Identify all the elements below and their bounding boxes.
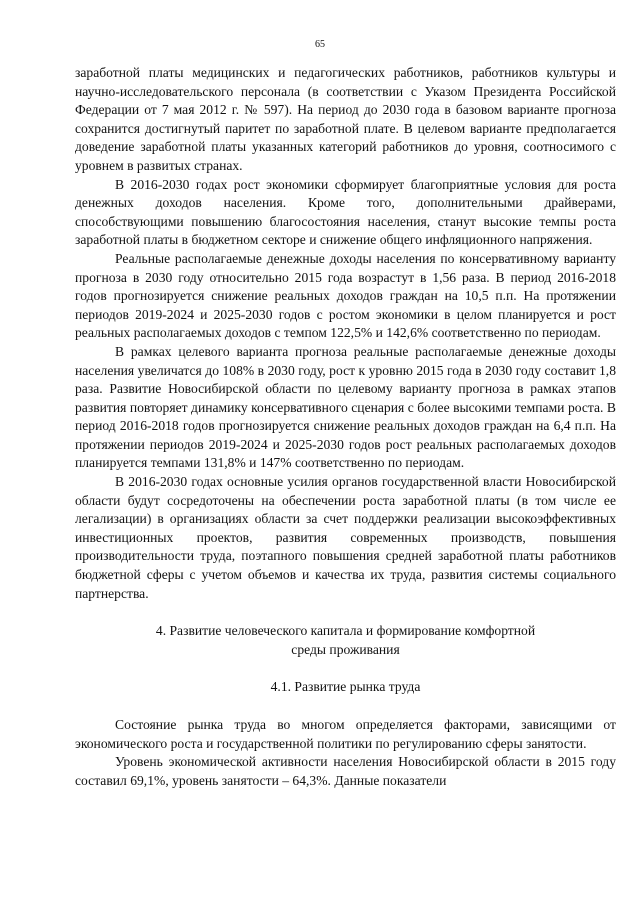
section-heading-line-2: среды проживания bbox=[291, 641, 400, 657]
document-body bbox=[75, 64, 616, 790]
paragraph-labor-market: Состояние рынка труда во многом определяется факторами, зависящими от экономического роста и государственной политики по регулированию сферы занятости. bbox=[75, 717, 616, 751]
paragraph-continuation: заработной платы медицинских и педагогических работников, работников культуры и научно-исследовательского персонала (в соответствии с Указом Президента Российской Федерации от 7 мая 2012 г. № 597). На период до 2030 года в базовом варианте прогноза сохранится достигнутый паритет по заработной плате. В целевом варианте предполагается доведение заработной платы указанных категорий работников до уровня, соотносимого с уровнем в развитых странах. bbox=[75, 65, 616, 173]
section-heading bbox=[75, 622, 616, 659]
paragraph-government-efforts: В 2016-2030 годах основные усилия органов государственной власти Новосибирской области будут сосредоточены на обеспечении роста заработной платы (в том числе ее легализации) в организациях области за счет поддержки реализации высокоэффективных инвестиционных проектов, развития современных производств, повышения производительности труда, поэтапного повышения средней заработной платы работников бюджетной сферы с учетом объемов и качества их труда, развития системы социального партнерства. bbox=[75, 474, 616, 601]
paragraph-target-forecast: В рамках целевого варианта прогноза реальные располагаемые денежные доходы населения увеличатся до 108% в 2030 году, рост к уровню 2015 года в 2030 году составит 1,8 раза. Развитие Новосибирской области по целевому варианту прогноза в рамках этапов развития повторяет динамику консервативного сценария с более высокими темпами роста. В период 2016-2018 годов прогнозируется снижение реальных доходов граждан на 6,4 п.п. На протяжении периодов 2019-2024 и 2025-2030 годов рост реальных располагаемых доходов планируется темпами 131,8% и 147% соответственно по периодам. bbox=[75, 343, 616, 471]
page-number: 65 bbox=[315, 39, 325, 50]
paragraph-conservative-forecast: Реальные располагаемые денежные доходы населения по консервативному варианту прогноза в 2030 году относительно 2015 года возрастут в 1,56 раза. В период 2016-2018 годов прогнозируется снижение реальных доходов граждан на 10,5 п.п. На протяжении периодов 2019-2024 и 2025-2030 годов с ростом экономики в целом планируется и рост реальных располагаемых доходов с темпом 122,5% и 142,6% соответственно по периодам. bbox=[75, 250, 616, 341]
paragraph-activity-level: Уровень экономической активности населения Новосибирской области в 2015 году составил 69,1%, уровень занятости – 64,3%. Данные показатели bbox=[75, 754, 616, 788]
paragraph-economy-growth: В 2016-2030 годах рост экономики сформирует благоприятные условия для роста денежных доходов населения. Кроме того, дополнительными драйверами, способствующими повышению благосостояния населения, станут высокие темпы роста заработной платы в бюджетном секторе и снижение общего инфляционного напряжения. bbox=[75, 176, 616, 248]
section-heading-line-1: 4. Развитие человеческого капитала и формирование комфортной bbox=[155, 623, 536, 639]
subsection-heading: 4.1. Развитие рынка труда bbox=[270, 679, 421, 695]
